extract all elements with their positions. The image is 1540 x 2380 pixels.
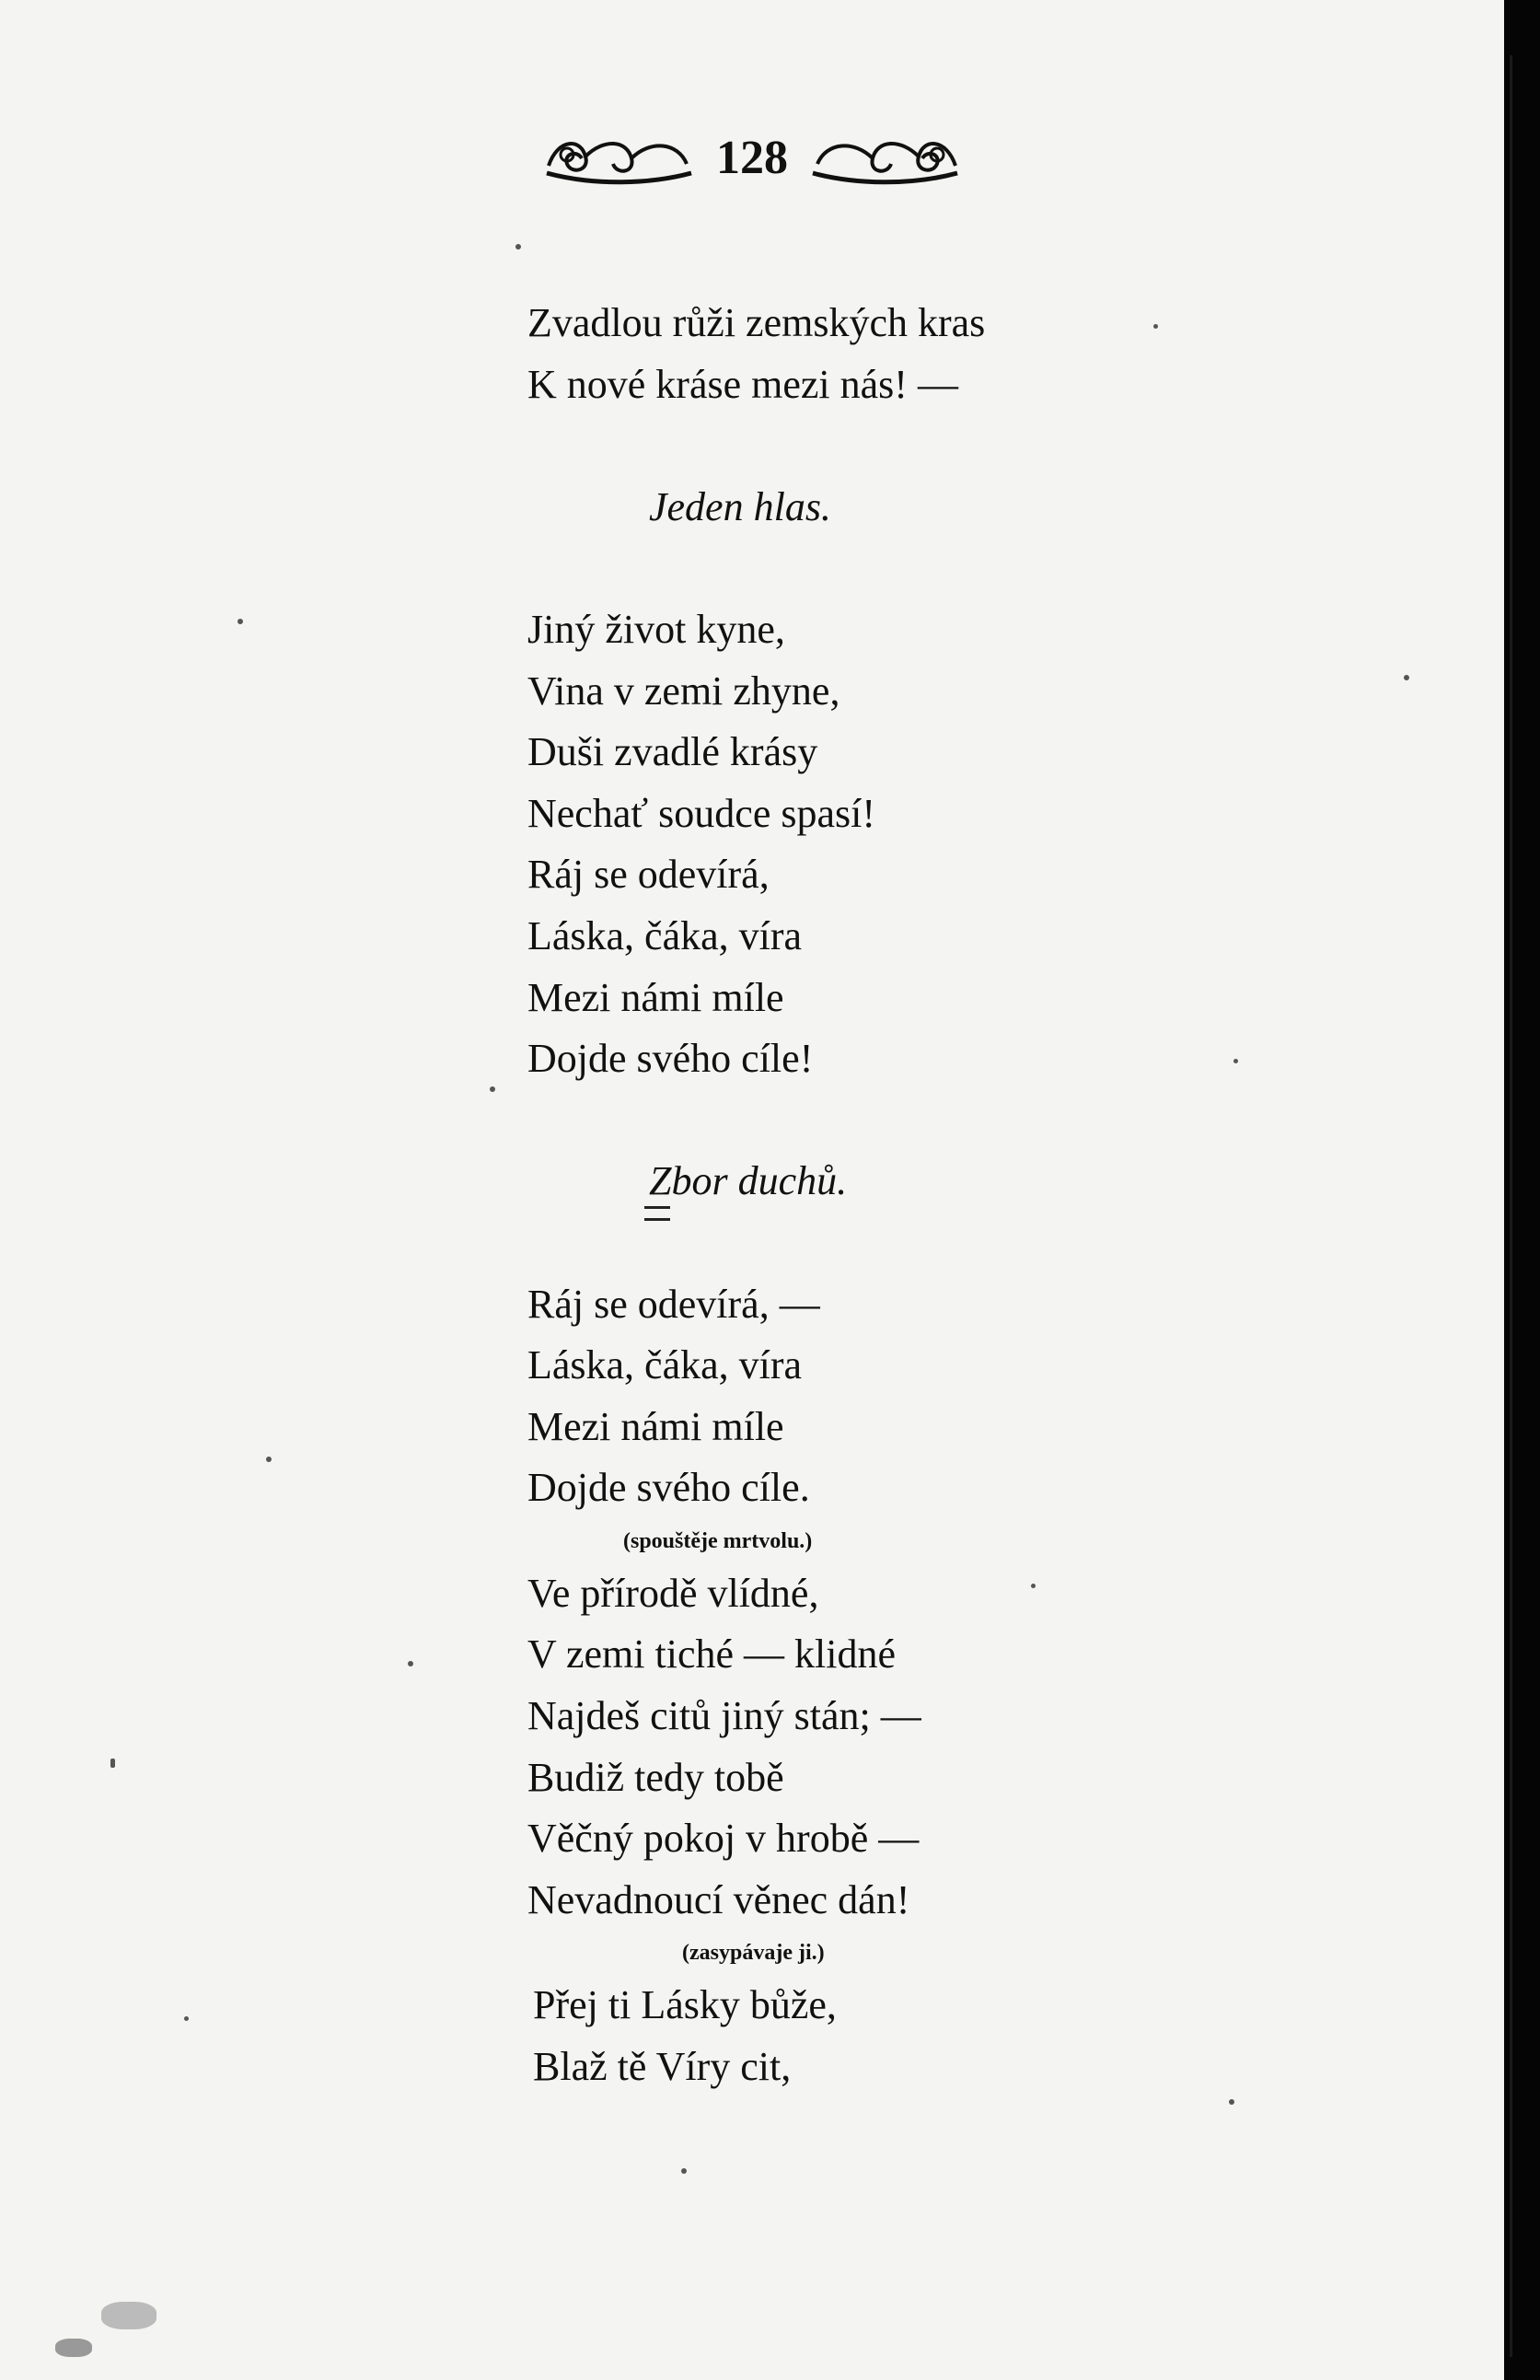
verse-line: Přej ti Lásky bůže,	[533, 1982, 837, 2028]
paper-speck	[1233, 1059, 1238, 1063]
paper-speck	[110, 1759, 115, 1768]
verse-line: Láska, čáka, víra	[527, 912, 803, 958]
verse-line: Duši zvadlé krásy	[527, 729, 818, 775]
paper-speck	[490, 1086, 495, 1092]
floral-scroll-ornament-right-icon	[808, 129, 965, 186]
stage-direction: (zasypávaje ji.)	[682, 1941, 825, 1966]
verse-line: Ráj se odevírá,	[527, 852, 770, 898]
verse-line: Budiž tedy tobě	[527, 1754, 784, 1800]
verse-line: Najdeš citů jiný stán; —	[527, 1693, 921, 1739]
verse-line: V zemi tiché — klidné	[527, 1631, 896, 1678]
paper-speck	[1153, 324, 1158, 329]
paper-speck	[515, 244, 521, 250]
paper-speck	[266, 1457, 272, 1462]
paper-speck	[237, 619, 243, 624]
verse-line: Ráj se odevírá, —	[527, 1281, 820, 1327]
paper-stain	[101, 2302, 156, 2329]
verse-line: Blaž tě Víry cit,	[533, 2044, 792, 2090]
verse-line: Mezi námi míle	[527, 1403, 784, 1449]
verse-line: Mezi námi míle	[527, 974, 784, 1020]
verse-line: K nové kráse mezi nás! —	[527, 361, 958, 407]
verse-line: Dojde svého cíle.	[527, 1465, 810, 1511]
verse-line: Jiný život kyne,	[527, 606, 785, 652]
verse-line: Vina v zemi zhyne,	[527, 668, 840, 714]
paper-stain	[55, 2339, 92, 2357]
page-edge-line	[1510, 55, 1512, 2357]
paper-speck	[1404, 675, 1409, 680]
page-number: 128	[716, 131, 788, 184]
verse-line: Dojde svého cíle!	[527, 1036, 814, 1082]
speaker-heading: Jeden hlas.	[649, 483, 831, 529]
paper-speck	[408, 1661, 413, 1666]
paper-speck	[681, 2168, 687, 2174]
verse-line: Nevadnoucí věnec dán!	[527, 1876, 910, 1922]
verse-line: Věčný pokoj v hrobě —	[527, 1816, 920, 1862]
paper-speck	[184, 2016, 189, 2021]
poem-body	[527, 293, 1402, 2098]
verse-line: Zvadlou růži zemských kras	[527, 300, 986, 345]
stage-direction: (spouštěje mrtvolu.)	[623, 1528, 813, 1553]
verse-line: Nechať soudce spasí!	[527, 790, 875, 836]
floral-scroll-ornament-left-icon	[539, 129, 696, 186]
speaker-heading: Zbor duchů.	[649, 1158, 848, 1204]
printer-mark	[644, 1206, 670, 1221]
page-header	[0, 129, 1504, 212]
paper-speck	[1229, 2099, 1234, 2105]
verse-line: Ve přírodě vlídné,	[527, 1570, 819, 1616]
verse-line: Láska, čáka, víra	[527, 1342, 803, 1388]
paper-speck	[1031, 1584, 1036, 1588]
